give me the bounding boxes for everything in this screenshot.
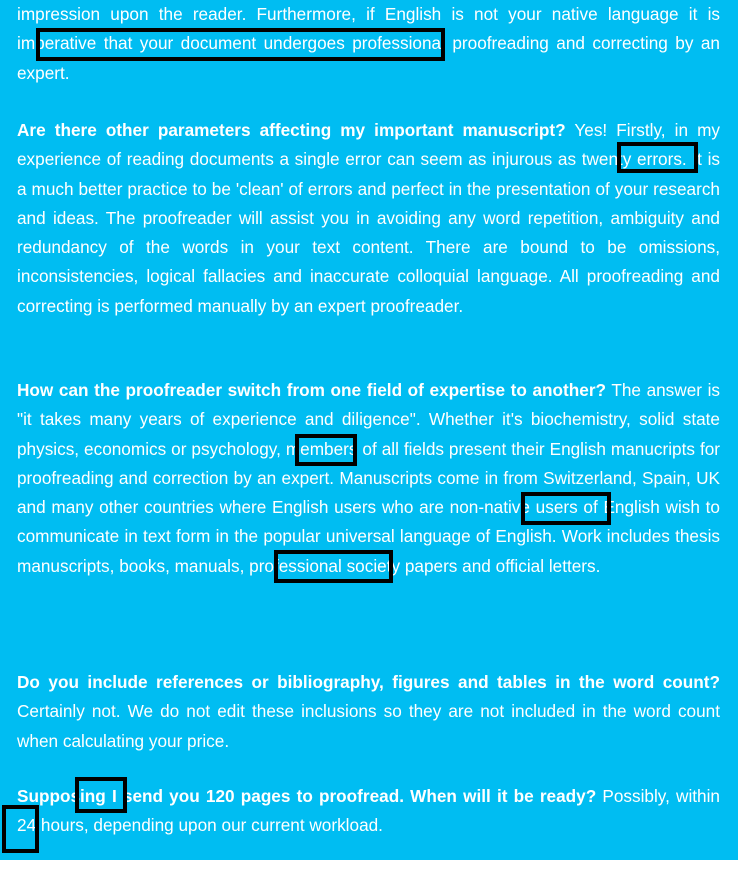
paragraph-2-question: Are there other parameters affecting my important manuscript? [17,120,566,140]
paragraph-5-question: Supposing I send you 120 pages to proofread. When will it be ready? [17,786,597,806]
paragraph-4-answer: Certainly not. We do not edit these inclusions so they are not included in the word count when calculating your price. [17,701,720,751]
paragraph-5 [17,782,720,841]
paragraph-5-answer: Possibly, within 24 hours, depending upon our current workload. [17,786,720,836]
paragraph-3-answer: The answer is "it takes many years of experience and diligence". Whether it's biochemistry, solid state physics, economics or psychology, members of all fields present their English manucripts for proofreading and correction by an expert. Manuscripts come in from Switzerland, Spain, UK and many other countries where English users who are non-native users of English wish to communicate in text form in the popular universal language of English. Work includes thesis manuscripts, books, manuals, professional society papers and official letters. [17,380,721,576]
paragraph-3-question: How can the proofreader switch from one field of expertise to another? [17,380,607,400]
paragraph-4 [17,668,720,756]
paragraph-4-question: Do you include references or bibliography, figures and tables in the word count? [17,672,720,692]
paragraph-2-answer: Yes! Firstly, in my experience of reading documents a single error can seem as injurous as twenty errors. It is a much better practice to be 'clean' of errors and perfect in the presentation of your research and ideas. The proofreader will assist you in avoiding any word repetition, ambiguity and redundancy of the words in your text content. There are bound to be omissions, inconsistencies, logical fallacies and inaccurate colloquial language. All proofreading and correcting is performed manually by an expert proofreader. [17,120,720,316]
paragraph-1-text: impression upon the reader. Furthermore, if English is not your native language it is imperative that your document undergoes professional proofreading and correcting by an expert. [17,4,720,83]
paragraph-2 [17,116,720,321]
paragraph-1 [17,0,720,88]
paragraph-3 [17,376,720,581]
